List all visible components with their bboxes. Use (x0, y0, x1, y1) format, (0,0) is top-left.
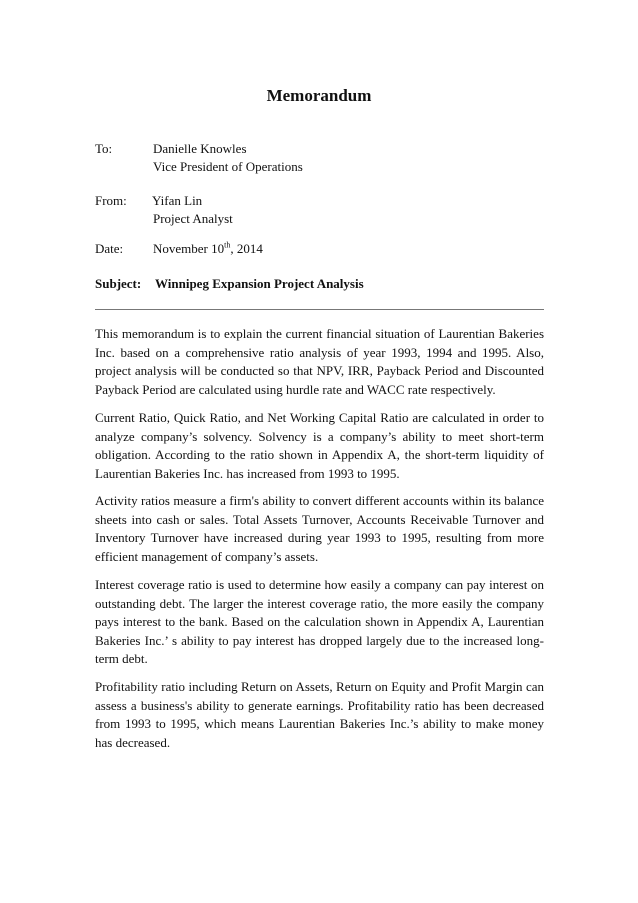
to-label: To: (95, 141, 113, 156)
body-paragraph-2: Current Ratio, Quick Ratio, and Net Working Capital Ratio are calculated in order to analyze company’s solvency. Solvency is a company’s ability to meet short-term obligation. According to the ratio shown in Appendix A, the short-term liquidity of Laurentian Bakeries Inc. has increased from 1993 to 1995. (95, 410, 544, 481)
from-position: Project Analyst (153, 211, 233, 226)
date-superscript: th (224, 240, 231, 250)
header-divider (95, 309, 544, 310)
body-paragraph-5: Profitability ratio including Return on Assets, Return on Equity and Profit Margin can assess a business's ability to generate earnings. Profitability ratio has been decreased from 1993 to 1995, which means Laurentian Bakeries Inc.’s ability to make money has decreased. (95, 679, 544, 750)
from-name: Yifan Lin (152, 193, 203, 208)
body-paragraph-4: Interest coverage ratio is used to determine how easily a company can pay interest on outstanding debt. The larger the interest coverage ratio, the more easily the company pays interest to the bank. Based on the calculation shown in Appendix A, Laurentian Bakeries Inc.’ s ability to pay interest has dropped largely due to the increased long-term debt. (95, 577, 544, 666)
to-position: Vice President of Operations (153, 159, 303, 174)
subject-label: Subject: (95, 276, 142, 291)
date-suffix: , 2014 (230, 241, 263, 256)
from-label: From: (95, 193, 127, 208)
date-value (153, 240, 263, 258)
subject-value: Winnipeg Expansion Project Analysis (155, 276, 364, 291)
to-name: Danielle Knowles (153, 141, 247, 156)
body-paragraph-1: This memorandum is to explain the current financial situation of Laurentian Bakeries Inc. based on a comprehensive ratio analysis of year 1993, 1994 and 1995. Also, project analysis will be conducted so that NPV, IRR, Payback Period and Discounted Payback Period are calculated using hurdle rate and WACC rate respectively. (95, 326, 544, 397)
date-label: Date: (95, 241, 124, 256)
date-prefix: November 10 (153, 241, 225, 256)
body-paragraph-3: Activity ratios measure a firm's ability to convert different accounts within its balance sheets into cash or sales. Total Assets Turnover, Accounts Receivable Turnover and Inventory Turnover have increased during year 1993 to 1995, resulting from more efficient management of company’s assets. (95, 493, 544, 564)
memo-title: Memorandum (266, 86, 372, 105)
